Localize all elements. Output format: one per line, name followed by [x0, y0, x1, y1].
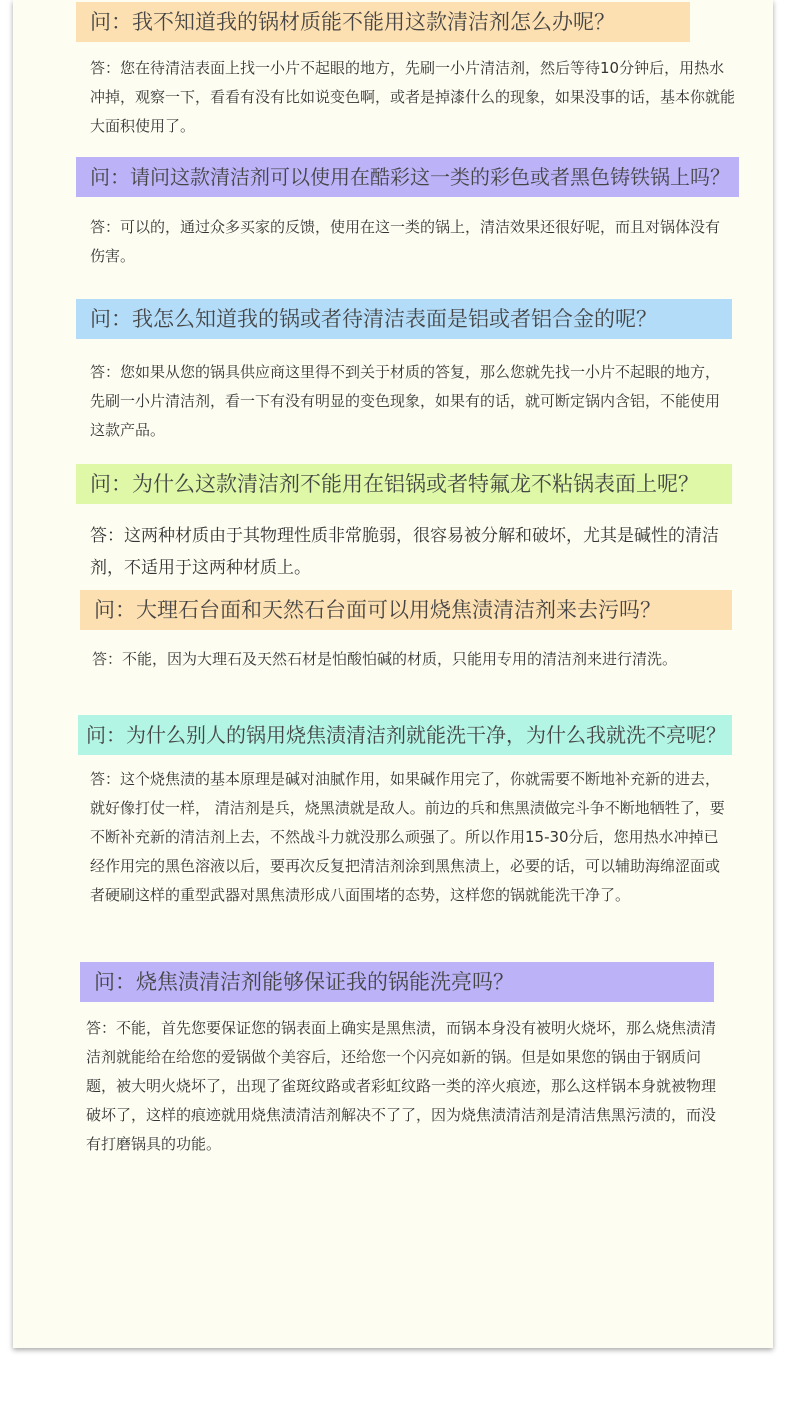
answer-7: 答：不能，首先您要保证您的锅表面上确实是黑焦渍，而锅本身没有被明火烧坏，那么烧焦渍清洁剂就能给在给您的爱锅做个美容后，还给您一个闪亮如新的锅。但是如果您的锅由于钢质问题，被大明火烧坏了，出现了雀斑纹路或者彩虹纹路一类的淬火痕迹，那么这样锅本身就被物理破坏了，这样的痕迹就用烧焦渍清洁剂解决不了了，因为烧焦渍清洁剂是清洁焦黑污渍的，而没有打磨锅具的功能。 [86, 1019, 717, 1153]
answer-4: 答：这两种材质由于其物理性质非常脆弱，很容易被分解和破坏，尤其是碱性的清洁剂，不适用于这两种材质上。 [90, 526, 719, 578]
answer-5: 答：不能，因为大理石及天然石材是怕酸怕碱的材质，只能用专用的清洁剂来进行清洗。 [92, 650, 678, 668]
question-2: 问：请问这款清洁剂可以使用在酷彩这一类的彩色或者黑色铸铁锅上吗？ [76, 157, 739, 197]
answer-1: 答：您在待清洁表面上找一小片不起眼的地方，先刷一小片清洁剂，然后等待10分钟后，用热水冲掉，观察一下，看看有没有比如说变色啊，或者是掉漆什么的现象，如果没事的话，基本你就能大面积使用了。 [90, 59, 736, 135]
question-1: 问：我不知道我的锅材质能不能用这款清洁剂怎么办呢？ [76, 2, 690, 42]
answer-3: 答：您如果从您的锅具供应商这里得不到关于材质的答复，那么您就先找一小片不起眼的地方，先刷一小片清洁剂，看一下有没有明显的变色现象，如果有的话，就可断定锅内含铝，不能使用这款产品。 [90, 363, 721, 439]
question-3: 问：我怎么知道我的锅或者待清洁表面是铝或者铝合金的呢？ [76, 299, 732, 339]
answer-6: 答：这个烧焦渍的基本原理是碱对油腻作用，如果碱作用完了，你就需要不断地补充新的进去，就好像打仗一样， 清洁剂是兵，烧黑渍就是敌人。前边的兵和焦黑渍做完斗争不断地牺牲了，要不断补充新的清洁剂上去，不然战斗力就没那么顽强了。所以作用15-30分后，您用热水冲掉已经作用完的黑色溶液以后，要再次反复把清洁剂涂到黑焦渍上，必要的话，可以辅助海绵涩面或者硬刷这样的重型武器对黑焦渍形成八面围堵的态势，这样您的锅就能洗干净了。 [90, 770, 725, 904]
question-4: 问：为什么这款清洁剂不能用在铝锅或者特氟龙不粘锅表面上呢？ [76, 464, 732, 504]
question-6: 问：为什么别人的锅用烧焦渍清洁剂就能洗干净，为什么我就洗不亮呢？ [78, 715, 732, 755]
answer-2: 答：可以的，通过众多买家的反馈，使用在这一类的锅上，清洁效果还很好呢，而且对锅体没有伤害。 [90, 218, 721, 265]
question-5: 问：大理石台面和天然石台面可以用烧焦渍清洁剂来去污吗？ [80, 590, 732, 630]
question-7: 问：烧焦渍清洁剂能够保证我的锅能洗亮吗？ [80, 962, 714, 1002]
